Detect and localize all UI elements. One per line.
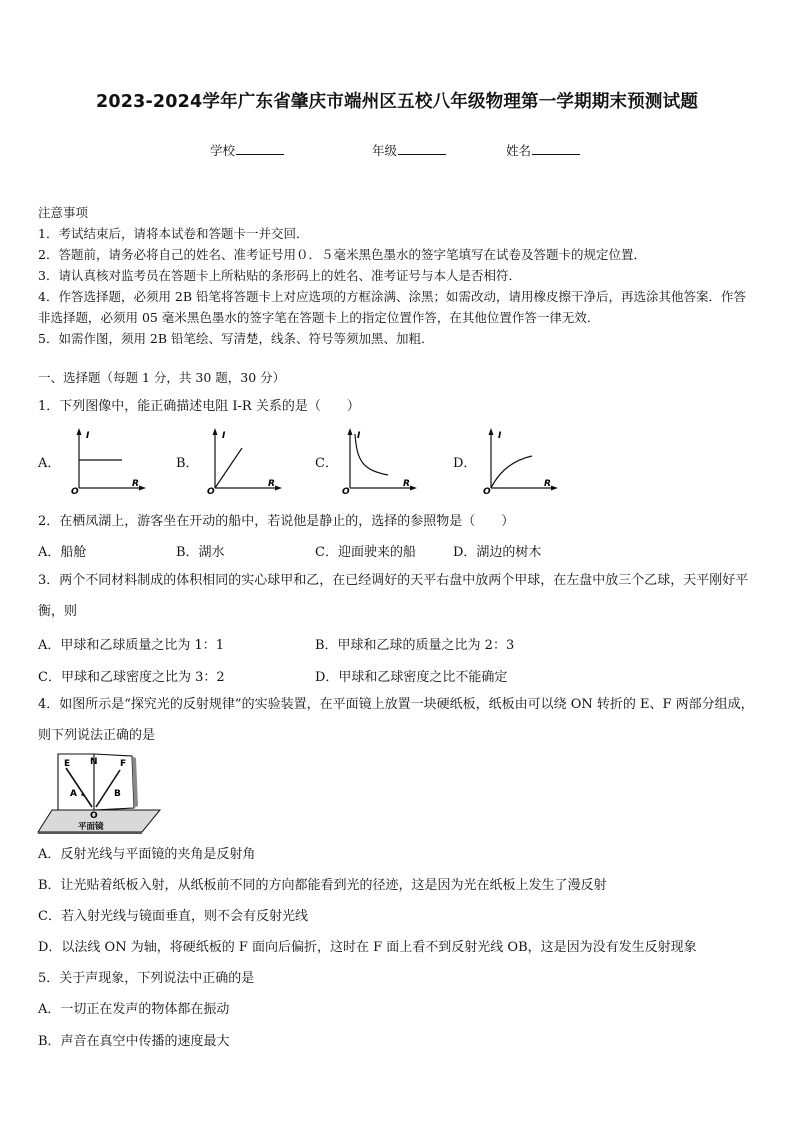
q4-label-mirror: 平面镜 <box>78 822 104 832</box>
q3-option-d[interactable]: D．甲球和乙球密度之比不能确定 <box>315 670 508 685</box>
q1d-axis-y: I <box>498 431 502 441</box>
question-2-stem: 2．在栖凤湖上，游客坐在开动的船中，若说他是静止的，选择的参照物是（ ） <box>38 514 515 529</box>
q1d-origin: O <box>483 487 491 496</box>
q1-option-a-label[interactable]: A． <box>38 456 61 471</box>
q5-option-a[interactable]: A．一切正在发声的物体都在振动 <box>38 1002 230 1017</box>
notes-block <box>38 202 758 349</box>
q1c-axis-y: I <box>357 431 361 441</box>
exam-title: 2023-2024学年广东省肇庆市端州区五校八年级物理第一学期期末预测试题 <box>95 92 699 112</box>
grade-label: 年级 <box>372 143 398 158</box>
q1a-axis-x: R <box>132 479 139 489</box>
q1b-axis-x: R <box>268 479 275 489</box>
q4-label-a: A <box>70 789 77 799</box>
q1-graph-b <box>198 426 288 496</box>
q1-graph-a <box>62 426 152 496</box>
question-3-stem: 3．两个不同材料制成的体积相同的实心球甲和乙，在已经调好的天平右盘中放两个甲球，在左盘中放三个乙球，天平刚好平衡，则 <box>38 573 749 619</box>
q3-option-c[interactable]: C．甲球和乙球密度之比为 3：2 <box>38 670 225 685</box>
grade-field[interactable] <box>372 141 446 159</box>
q2-option-a[interactable]: A．船舱 <box>38 545 87 560</box>
q3-option-b[interactable]: B．甲球和乙球的质量之比为 2：3 <box>315 638 515 653</box>
school-label: 学校 <box>210 143 236 158</box>
q2-option-b[interactable]: B．湖水 <box>176 545 225 560</box>
q4-reflection-apparatus-figure <box>36 752 164 834</box>
question-4-stem: 4．如图所示是“探究光的反射规律”的实验装置，在平面镜上放置一块硬纸板，纸板由可以绕 ON 转折的 E、F 两部分组成，则下列说法正确的是 <box>38 697 754 743</box>
q2-option-c[interactable]: C．迎面驶来的船 <box>315 545 416 560</box>
section-heading: 一、选择题（每题 1 分，共 30 题，30 分） <box>38 370 286 385</box>
school-blank[interactable] <box>236 142 284 155</box>
q1d-axis-x: R <box>544 479 551 489</box>
q1-option-d-label[interactable]: D． <box>453 456 477 471</box>
q4-option-b[interactable]: B．让光贴着纸板入射，从纸板前不同的方向都能看到光的径迹，这是因为光在纸板上发生了漫反射 <box>38 878 607 893</box>
q1-graph-c <box>333 426 423 496</box>
q4-label-f: F <box>120 759 127 769</box>
name-label: 姓名 <box>506 143 532 158</box>
notes-item: 1．考试结束后，请将本试卷和答题卡一并交回． <box>38 226 309 241</box>
q5-option-b[interactable]: B．声音在真空中传播的速度最大 <box>38 1034 230 1049</box>
notes-item: 3．请认真核对监考员在答题卡上所粘贴的条形码上的姓名、准考证号与本人是否相符． <box>38 268 521 283</box>
q4-label-e: E <box>64 759 71 769</box>
q4-option-a[interactable]: A．反射光线与平面镜的夹角是反射角 <box>38 847 256 862</box>
q1a-axis-y: I <box>86 431 90 441</box>
q4-label-n: N <box>90 757 98 767</box>
q1-option-b-label[interactable]: B． <box>176 456 199 471</box>
q2-option-d[interactable]: D．湖边的树木 <box>453 545 542 560</box>
q1a-origin: O <box>71 487 79 496</box>
q1-option-c-label[interactable]: C． <box>315 456 338 471</box>
question-5-stem: 5．关于声现象，下列说法中正确的是 <box>38 971 255 986</box>
notes-item: 5．如需作图，须用 2B 铅笔绘、写清楚，线条、符号等须加黑、加粗． <box>38 331 434 346</box>
name-blank[interactable] <box>532 142 580 155</box>
grade-blank[interactable] <box>398 142 446 155</box>
q3-option-a[interactable]: A．甲球和乙球质量之比为 1：1 <box>38 638 225 653</box>
q4-option-d[interactable]: D．以法线 ON 为轴，将硬纸板的 F 面向后偏折，这时在 F 面上看不到反射光线 OB，这是因为没有发生反射现象 <box>38 940 697 955</box>
q1-graph-d <box>474 426 564 496</box>
q1b-axis-y: I <box>222 431 226 441</box>
notes-item: 4．作答选择题，必须用 2B 铅笔将答题卡上对应选项的方框涂满、涂黑；如需改动，请用橡皮擦干净后，再选涂其他答案．作答非选择题，必须用 05 毫米黑色墨水的签字笔在答题卡上的指定位置作答，在其他位置作答一律无效． <box>38 289 747 325</box>
question-1-stem: 1．下列图像中，能正确描述电阻 I-R 关系的是（ ） <box>38 399 360 414</box>
notes-item: 2．答题前，请务必将自己的姓名、准考证号用０．５毫米黑色墨水的签字笔填写在试卷及答题卡的规定位置． <box>38 247 646 262</box>
q4-label-b: B <box>114 789 121 799</box>
q4-option-c[interactable]: C．若入射光线与镜面垂直，则不会有反射光线 <box>38 909 308 924</box>
school-field[interactable] <box>210 141 284 159</box>
notes-heading: 注意事项 <box>38 205 89 220</box>
name-field[interactable] <box>506 141 580 159</box>
q1b-origin: O <box>207 487 215 496</box>
q1c-origin: O <box>342 487 350 496</box>
q1c-axis-x: R <box>403 479 410 489</box>
q4-label-o: O <box>90 811 98 821</box>
